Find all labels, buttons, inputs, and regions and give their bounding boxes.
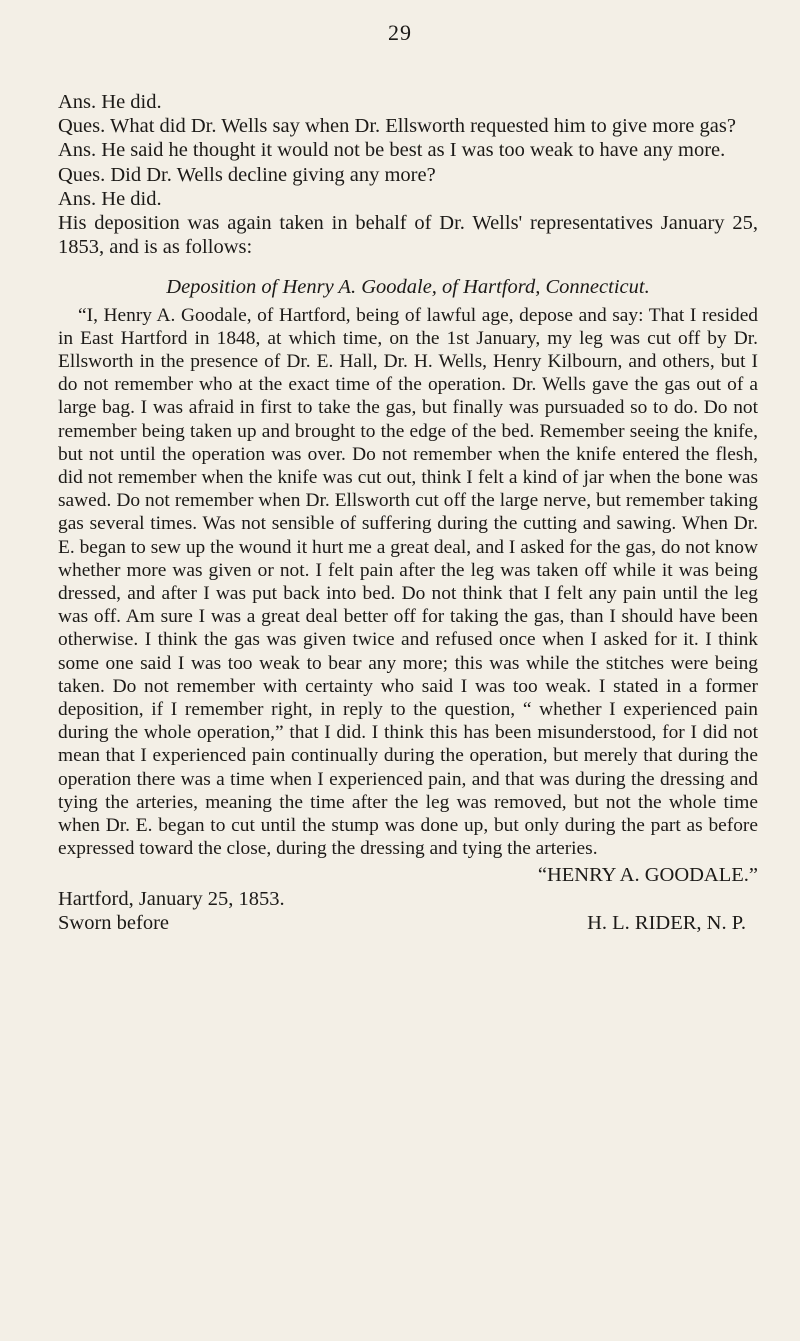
page-number: 29 — [388, 20, 412, 45]
answer-line: Ans. He said he thought it would not be best as I was too weak to have any more. — [58, 139, 726, 162]
page-body — [58, 90, 758, 935]
place-date-row — [58, 887, 758, 911]
answer-line: Ans. He did. — [58, 187, 162, 210]
answer-line: Ans. He did. — [58, 91, 162, 113]
place-date: Hartford, January 25, 1853. — [58, 887, 285, 910]
deposition-heading: Deposition of Henry A. Goodale, of Hartford, Connecticut. — [166, 276, 650, 299]
signature: “HENRY A. GOODALE.” — [537, 863, 758, 886]
notary-name: H. L. RIDER, N. P. — [587, 911, 746, 934]
question-line: Ques. What did Dr. Wells say when Dr. Ellsworth requested him to give more gas? — [58, 115, 736, 138]
sworn-row — [58, 911, 758, 935]
question-line: Ques. Did Dr. Wells decline giving any more? — [58, 163, 436, 186]
sworn-before: Sworn before — [58, 911, 170, 934]
intro-paragraph: His deposition was again taken in behalf of Dr. Wells' representatives January 25, 1853, and is as follows: — [58, 212, 758, 259]
deposition-text: “I, Henry A. Goodale, of Hartford, being of lawful age, depose and say: That I resided in East Hartford in 1848, at which time, on the 1st January, my leg was cut off by Dr. Ellsworth in the presence of Dr. E. Hall, Dr. H. Wells, Henry Kilbourn, and others, but I do not remember who at the exact time of the operation. Dr. Wells gave the gas out of a large bag. I was afraid in first to take the gas, but finally was pursuaded so to do. Do not remember being taken up and brought to the edge of the bed. Remember seeing the knife, but not until the operation was over. Do not remember when the knife entered the flesh, did not remember when the knife was cut out, think I felt a kind of jar when the bone was sawed. Do not remember when Dr. Ellsworth cut off the large nerve, but remember taking gas several times. Was not sensible of suffering during the cutting and sawing. When Dr. E. began to sew up the wound it hurt me a great deal, and I asked for the gas, do not know whether more was given or not. I felt pain after the leg was taken off while it was being dressed, and after I was put back into bed. Do not think that I felt any pain until the leg was off. Am sure I was a great deal better off for taking the gas, than I should have been otherwise. I think the gas was given twice and refused once when I asked for it. I think some one said I was too weak to bear any more; this was while the stitches were being taken. Do not remember with certainty who said I was too weak. I stated in a former deposition, if I remember right, in reply to the question, “ whether I experienced pain during the whole operation,” that I did. I think this has been misunderstood, for I did not mean that I experienced pain continually during the operation, but merely that during the operation there was a time when I experienced pain, and that was during the dressing and tying the arteries, meaning the time after the leg was removed, but not the whole time when Dr. E. began to cut until the stump was done up, but only during the part as before expressed toward the close, during the dressing and tying the arteries. — [58, 304, 758, 860]
